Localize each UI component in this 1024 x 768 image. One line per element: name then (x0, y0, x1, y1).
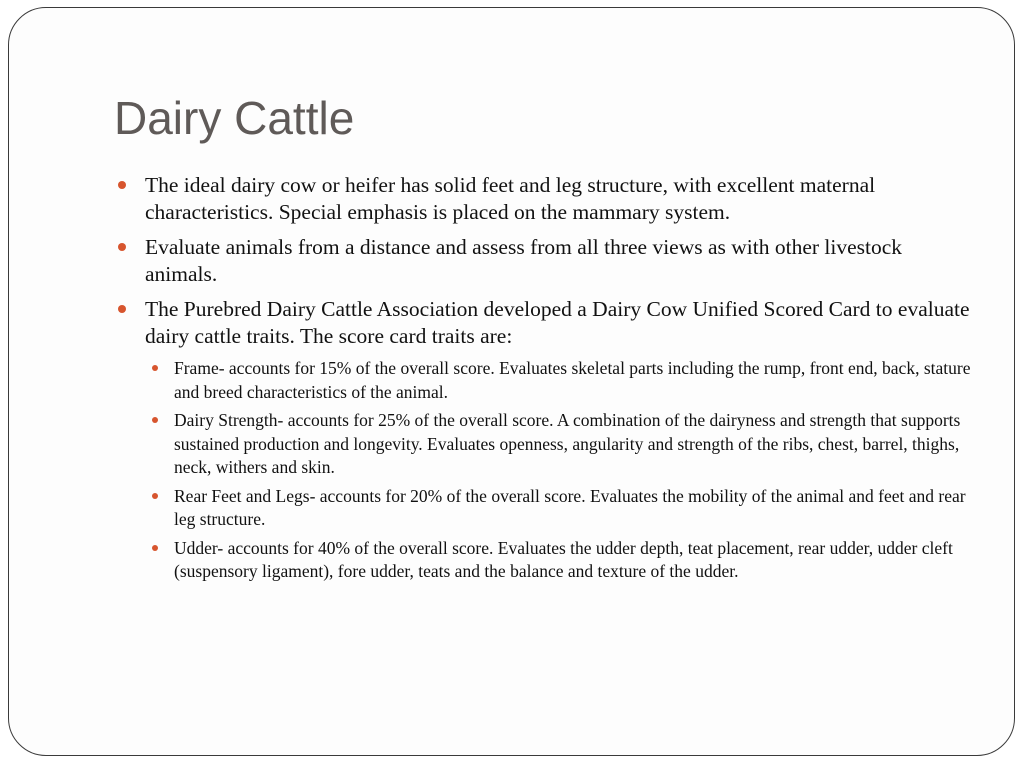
bullet-text: Evaluate animals from a distance and assess from all three views as with other livestock animals. (145, 235, 903, 286)
sub-bullet-item-udder (145, 537, 977, 584)
sub-bullet-item-dairy-strength (145, 409, 977, 480)
sub-bullet-dot-icon (152, 545, 158, 551)
sub-bullet-text: Rear Feet and Legs- accounts for 20% of the overall score. Evaluates the mobility of the animal and feet and rear leg structure. (174, 485, 966, 529)
bullet-text: The ideal dairy cow or heifer has solid feet and leg structure, with excellent maternal characteristics. Special emphasis is placed on the mammary system. (145, 173, 876, 224)
slide-content (117, 172, 977, 592)
bullet-dot-icon (118, 181, 126, 189)
sub-bullet-dot-icon (152, 365, 158, 371)
bullet-dot-icon (118, 243, 126, 251)
sub-bullet-item-rear-feet-legs (145, 485, 977, 532)
sub-bullet-text: Udder- accounts for 40% of the overall score. Evaluates the udder depth, teat placement, rear udder, udder cleft (suspensory ligament), fore udder, teats and the balance and texture of the udder. (174, 537, 953, 581)
bullet-list (117, 172, 977, 584)
sub-bullet-item-frame (145, 357, 977, 404)
bullet-text: The Purebred Dairy Cattle Association developed a Dairy Cow Unified Scored Card to evaluate dairy cattle traits. The score card traits are: (145, 297, 970, 348)
sub-bullet-dot-icon (152, 417, 158, 423)
bullet-dot-icon (118, 305, 126, 313)
slide-frame (8, 7, 1015, 756)
bullet-item (117, 296, 977, 584)
sub-bullet-text: Dairy Strength- accounts for 25% of the overall score. A combination of the dairyness and strength that supports sustained production and longevity. Evaluates openness, angularity and strength of the ribs, chest, barrel, thighs, neck, withers and skin. (174, 410, 961, 477)
bullet-item (117, 234, 977, 288)
slide-title: Dairy Cattle (114, 92, 355, 144)
sub-bullet-text: Frame- accounts for 15% of the overall score. Evaluates skeletal parts including the rump, front end, back, stature and breed characteristics of the animal. (174, 358, 971, 402)
sub-bullet-list (145, 357, 977, 584)
bullet-item (117, 172, 977, 226)
sub-bullet-dot-icon (152, 493, 158, 499)
